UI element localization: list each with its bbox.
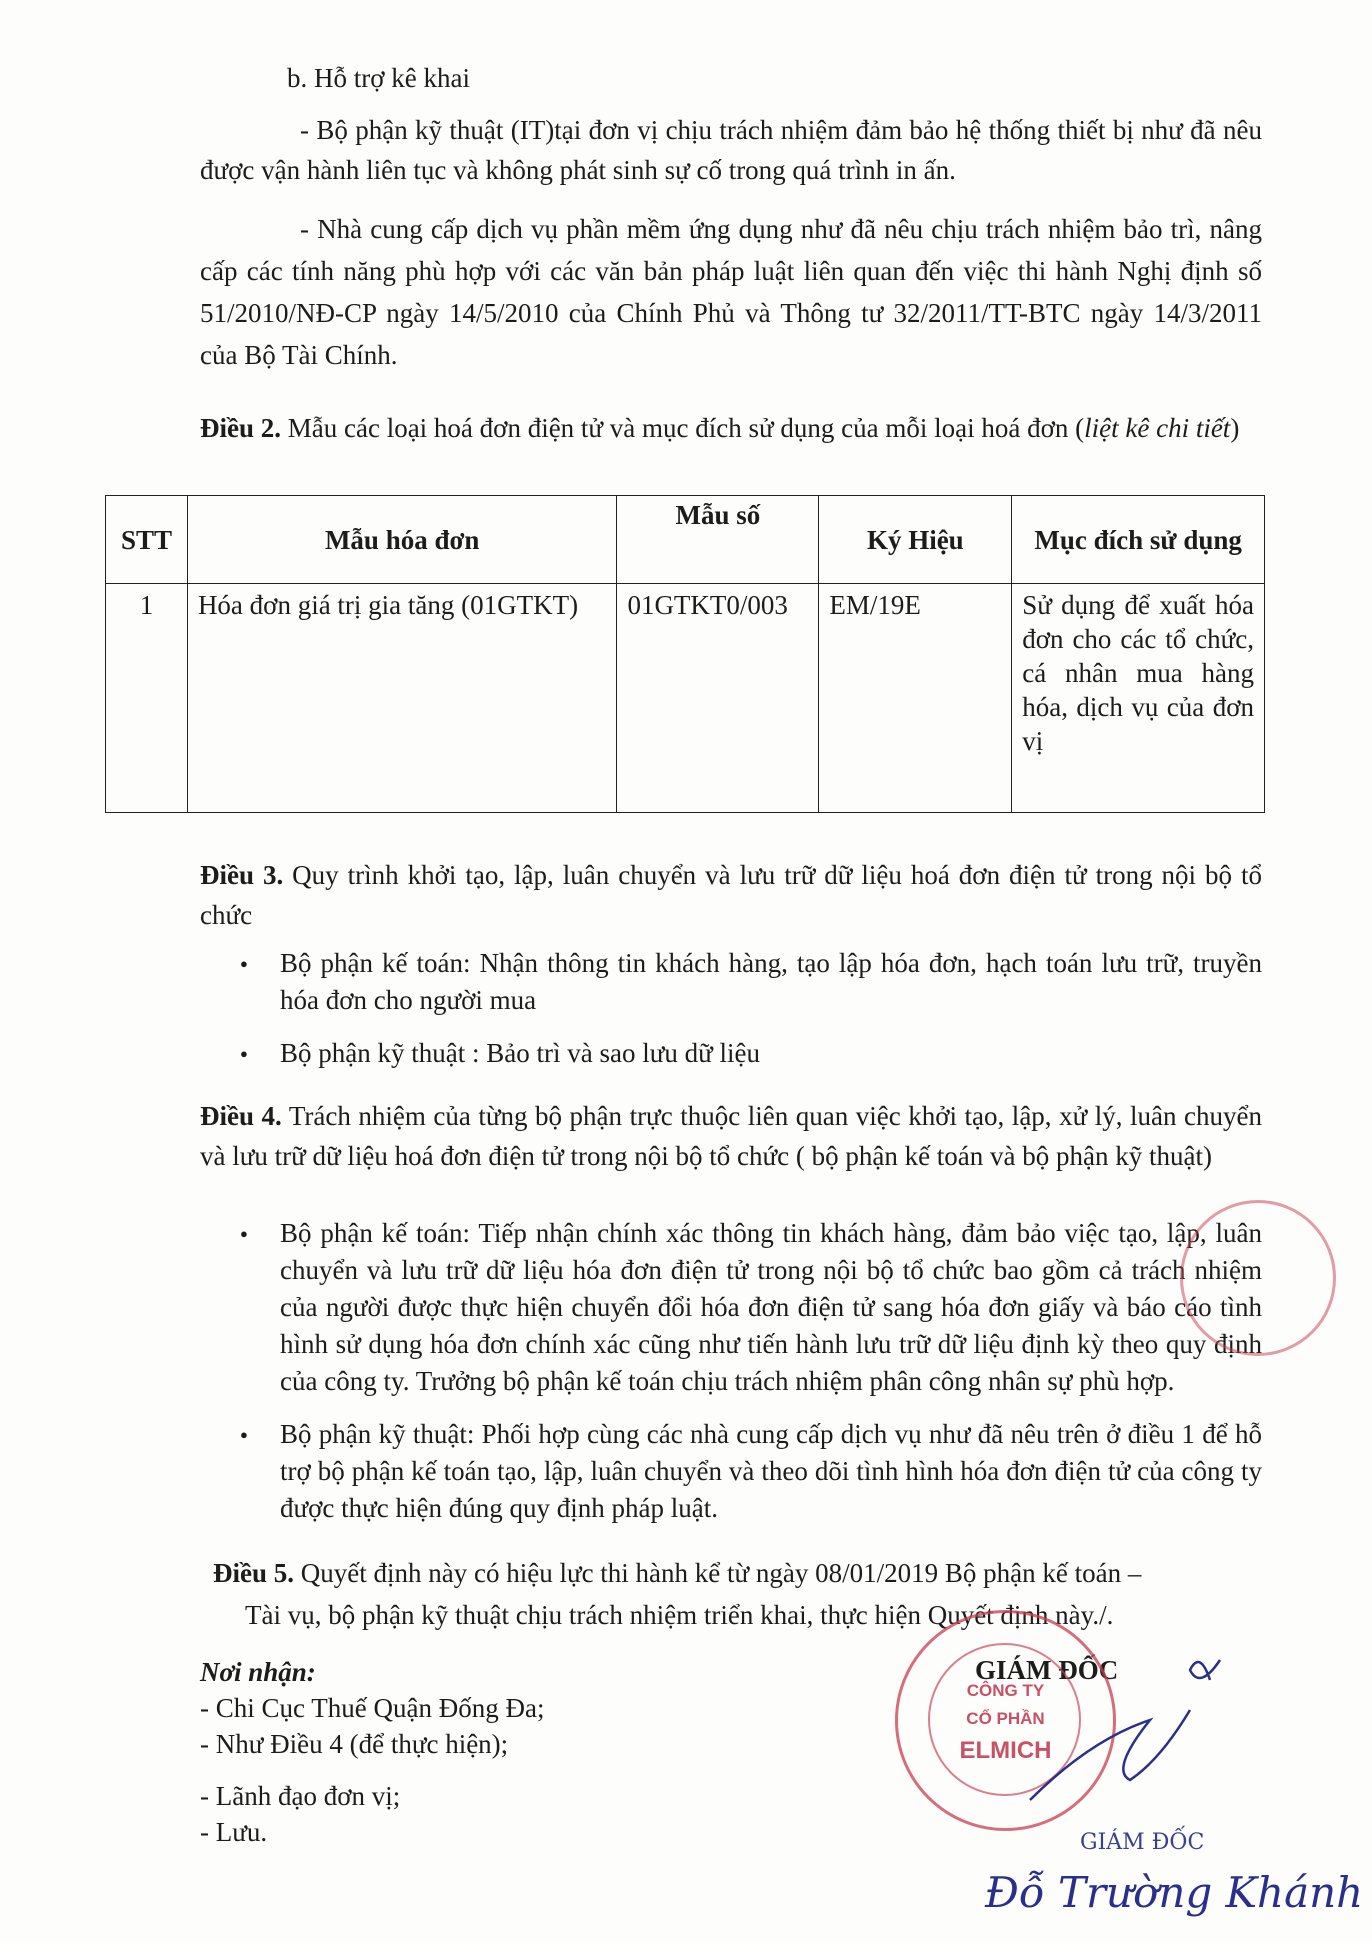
partial-stamp xyxy=(1180,1200,1336,1356)
recipient-item: - Lưu. xyxy=(200,1817,268,1847)
article-4-text: Trách nhiệm của từng bộ phận trực thuộc liên quan việc khởi tạo, lập, xử lý, luân chuyển và lưu trữ dữ liệu hoá đơn điện tử trong nội bộ tổ chức ( bộ phận kế toán và bộ phận kỹ thuật) xyxy=(200,1101,1262,1171)
article-4-list xyxy=(280,1215,1262,1543)
signer-name: Đỗ Trường Khánh xyxy=(985,1868,1364,1917)
recipients-heading: Nơi nhận: xyxy=(200,1657,316,1687)
article-4 xyxy=(200,1096,1262,1176)
table-cell-symbol: EM/19E xyxy=(819,584,1012,813)
article-3-list xyxy=(280,945,1262,1088)
article-3-text: Quy trình khởi tạo, lập, luân chuyển và lưu trữ dữ liệu hoá đơn điện tử trong nội bộ tổ chức xyxy=(200,860,1262,930)
table-header-purpose: Mục đích sử dụng xyxy=(1012,496,1265,584)
recipient-item: - Như Điều 4 (để thực hiện); xyxy=(200,1729,509,1759)
table-header-template: Mẫu hóa đơn xyxy=(187,496,617,584)
table-header-stt: STT xyxy=(106,496,188,584)
signature-title: GIÁM ĐỐC xyxy=(975,1655,1119,1685)
table-cell-purpose: Sử dụng để xuất hóa đơn cho các tổ chức, cá nhân mua hàng hóa, dịch vụ của đơn vị xyxy=(1012,584,1265,813)
article-5-text: Quyết định này có hiệu lực thi hành kể từ ngày 08/01/2019 Bộ phận kế toán – xyxy=(294,1558,1142,1588)
article-5-line-2: Tài vụ, bộ phận kỹ thuật chịu trách nhiệm triển khai, thực hiện Quyết định này./. xyxy=(245,1600,1114,1630)
section-b-heading: b. Hỗ trợ kê khai xyxy=(287,63,470,93)
signature-scribble xyxy=(1020,1640,1240,1830)
stamp-line-2: CỔ PHẦN xyxy=(966,1709,1045,1728)
table-cell-form-number: 01GTKT0/003 xyxy=(617,584,819,813)
list-item: ● Bộ phận kỹ thuật : Bảo trì và sao lưu dữ liệu xyxy=(280,1035,1262,1072)
signature-title-handwritten: GIÁM ĐỐC xyxy=(1080,1830,1205,1855)
article-2 xyxy=(200,408,1262,448)
list-item: ● Bộ phận kế toán: Nhận thông tin khách hàng, tạo lập hóa đơn, hạch toán lưu trữ, truyền hóa đơn cho người mua xyxy=(280,945,1262,1019)
invoice-table xyxy=(105,495,1265,813)
table-cell-stt: 1 xyxy=(106,584,188,813)
list-item: ● Bộ phận kế toán: Tiếp nhận chính xác thông tin khách hàng, đảm bảo việc tạo, lập, luân chuyển và lưu trữ dữ liệu hóa đơn điện tử trong nội bộ tổ chức bao gồm cả trách nhiệm của người được thực hiện chuyển đổi hóa đơn điện tử sang hóa đơn giấy và báo cáo tình hình sử dụng hóa đơn chính xác cũng như tiến hành lưu trữ dữ liệu định kỳ theo quy định của công ty. Trưởng bộ phận kế toán chịu trách nhiệm phân công nhân sự phù hợp. xyxy=(280,1215,1262,1400)
article-2-label: Điều 2. xyxy=(200,413,281,443)
article-2-italic: liệt kê chi tiết xyxy=(1084,413,1231,443)
table-cell-template: Hóa đơn giá trị gia tăng (01GTKT) xyxy=(187,584,617,813)
article-2-close: ) xyxy=(1230,413,1240,443)
recipient-item: - Lãnh đạo đơn vị; xyxy=(200,1781,401,1811)
table-row xyxy=(106,584,1265,813)
table-header-form-number: Mẫu số xyxy=(617,496,819,584)
article-5-label: Điều 5. xyxy=(213,1558,294,1588)
article-3 xyxy=(200,855,1262,935)
recipient-item: - Chi Cục Thuế Quận Đống Đa; xyxy=(200,1693,545,1723)
table-header-row xyxy=(106,496,1265,584)
article-4-label: Điều 4. xyxy=(200,1101,282,1131)
article-5-line-1 xyxy=(213,1553,1263,1593)
stamp-line-3: ELMICH xyxy=(959,1737,1052,1764)
section-b-paragraph-2: - Nhà cung cấp dịch vụ phần mềm ứng dụng như đã nêu chịu trách nhiệm bảo trì, nâng cấp các tính năng phù hợp với các văn bản pháp luật liên quan đến việc thi hành Nghị định số 51/2010/NĐ-CP ngày 14/5/2010 của Chính Phủ và Thông tư 32/2011/TT-BTC ngày 14/3/2011 của Bộ Tài Chính. xyxy=(200,214,1262,370)
section-b-paragraph-1: - Bộ phận kỹ thuật (IT)tại đơn vị chịu trách nhiệm đảm bảo hệ thống thiết bị như đã nêu được vận hành liên tục và không phát sinh sự cố trong quá trình in ấn. xyxy=(200,115,1262,185)
article-2-text: Mẫu các loại hoá đơn điện tử và mục đích sử dụng của mỗi loại hoá đơn ( xyxy=(281,413,1085,443)
table-header-symbol: Ký Hiệu xyxy=(819,496,1012,584)
article-3-label: Điều 3. xyxy=(200,860,284,890)
stamp-line-1: CÔNG TY xyxy=(966,1681,1045,1700)
list-item: ● Bộ phận kỹ thuật: Phối hợp cùng các nhà cung cấp dịch vụ như đã nêu trên ở điều 1 để hỗ trợ bộ phận kế toán tạo, lập, luân chuyển và theo dõi tình hình hóa đơn điện tử của công ty được thực hiện đúng quy định pháp luật. xyxy=(280,1416,1262,1527)
